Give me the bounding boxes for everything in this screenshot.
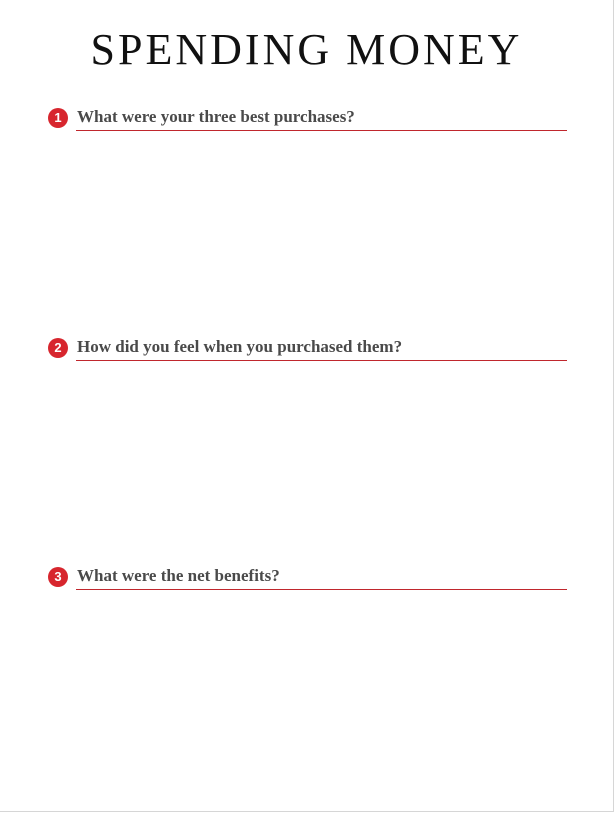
question-number-badge: 2 (48, 338, 68, 358)
answer-area-3[interactable] (76, 594, 567, 794)
page-title: SPENDING MONEY (90, 25, 523, 74)
answer-area-2[interactable] (76, 364, 567, 559)
question-underline (76, 360, 567, 361)
answer-area-1[interactable] (76, 134, 567, 330)
question-text: What were your three best purchases? (77, 107, 355, 126)
question-number-badge: 1 (48, 108, 68, 128)
question-underline (76, 589, 567, 590)
question-2 (48, 336, 567, 360)
question-1 (48, 106, 567, 130)
question-underline (76, 130, 567, 131)
question-text: How did you feel when you purchased them? (77, 337, 403, 356)
question-number-badge: 3 (48, 567, 68, 587)
question-3 (48, 565, 567, 589)
question-text: What were the net benefits? (77, 566, 280, 585)
